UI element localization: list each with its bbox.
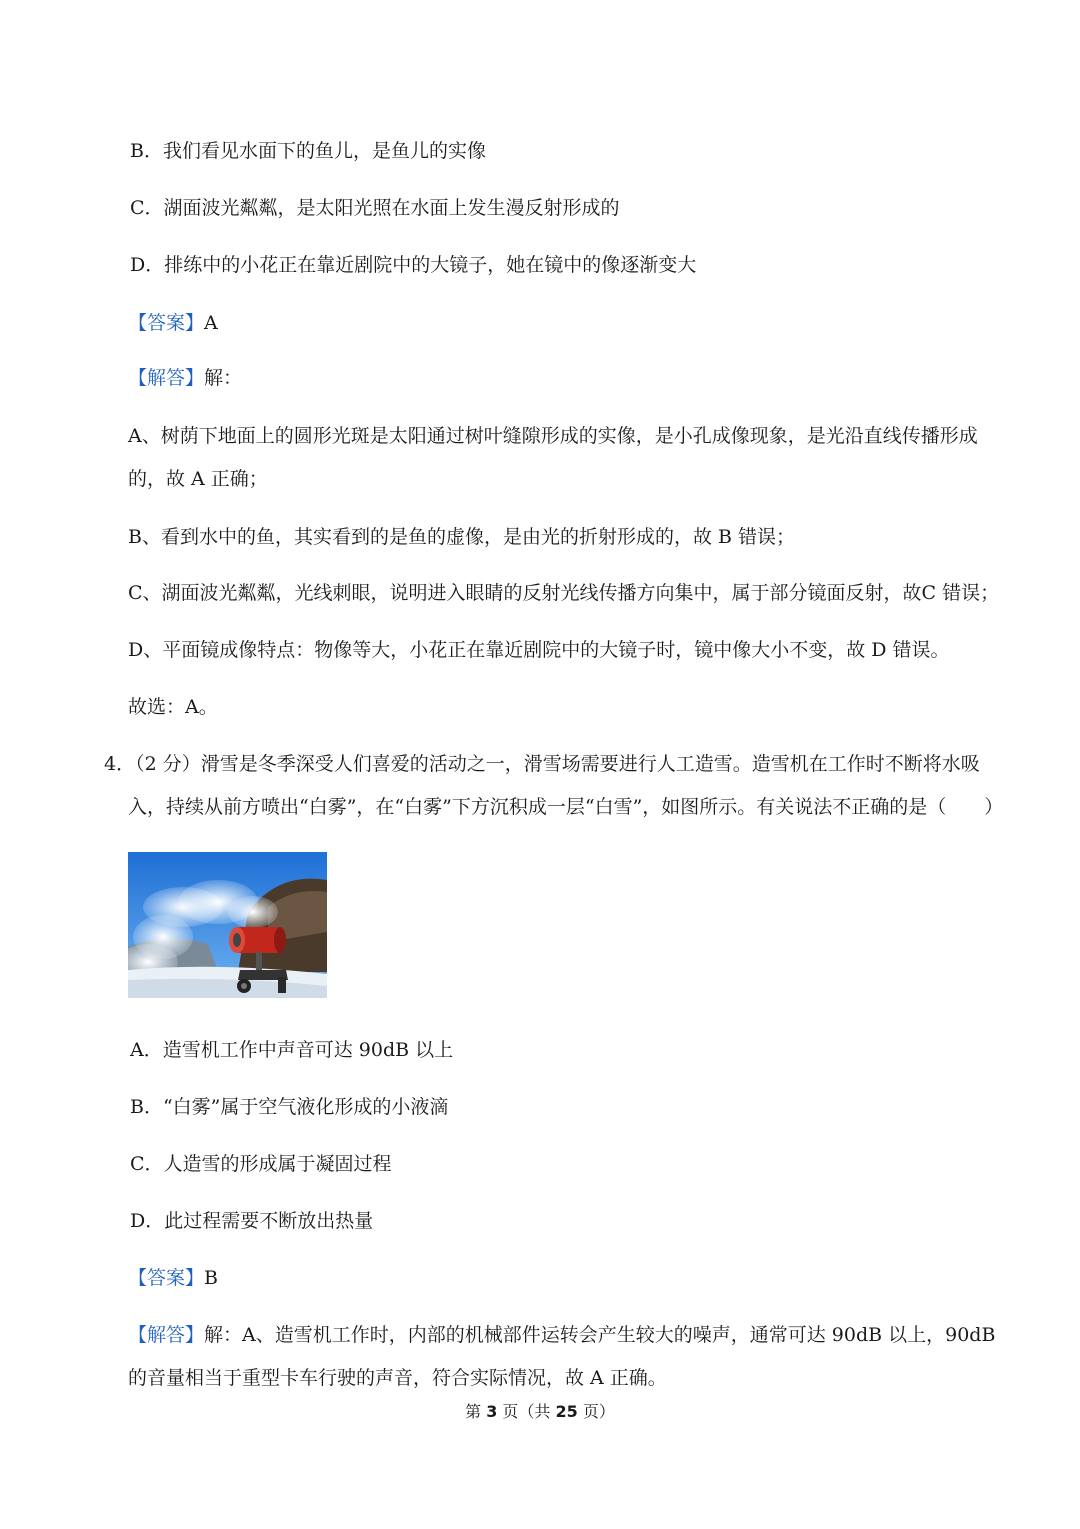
answer-value: B bbox=[204, 1267, 218, 1289]
answer-value: A bbox=[204, 312, 218, 334]
q4-solution-line1 bbox=[128, 1322, 995, 1348]
footer-prefix: 第 bbox=[465, 1402, 487, 1421]
solution-intro: 解： bbox=[204, 367, 243, 389]
answer-tag: 【答案】 bbox=[128, 312, 205, 334]
q3-explain-d: D、平面镜成像特点：物像等大，小花正在靠近剧院中的大镜子时，镜中像大小不变，故 D 错误。 bbox=[128, 639, 950, 661]
footer-middle: 页（共 bbox=[497, 1402, 556, 1421]
solution-tag: 【解答】 bbox=[128, 367, 205, 389]
page-footer bbox=[0, 1401, 1080, 1423]
footer-suffix: 页） bbox=[577, 1402, 615, 1421]
q4-stem-line2: 入，持续从前方喷出“白雾”，在“白雾”下方沉积成一层“白雪”，如图所示。有关说法不正确的是（ ） bbox=[128, 796, 1004, 818]
q4-option-c: C．人造雪的形成属于凝固过程 bbox=[130, 1153, 392, 1175]
q3-conclusion: 故选：A。 bbox=[128, 696, 218, 718]
q3-option-b: B．我们看见水面下的鱼儿，是鱼儿的实像 bbox=[130, 140, 486, 162]
q4-option-b: B．“白雾”属于空气液化形成的小液滴 bbox=[130, 1096, 449, 1118]
answer-tag: 【答案】 bbox=[128, 1267, 205, 1289]
q4-option-a: A．造雪机工作中声音可达 90dB 以上 bbox=[130, 1039, 454, 1061]
q3-explain-c: C、湖面波光粼粼，光线刺眼，说明进入眼睛的反射光线传播方向集中，属于部分镜面反射，故C 错误； bbox=[128, 582, 1000, 604]
q4-stem-line1: 4．（2 分）滑雪是冬季深受人们喜爱的活动之一，滑雪场需要进行人工造雪。造雪机在工作时不断将水吸 bbox=[104, 753, 980, 775]
q3-option-d: D．排练中的小花正在靠近剧院中的大镜子，她在镜中的像逐渐变大 bbox=[130, 254, 697, 276]
q4-solution-line2: 的音量相当于重型卡车行驶的声音，符合实际情况，故 A 正确。 bbox=[128, 1367, 667, 1389]
current-page-number: 3 bbox=[486, 1402, 498, 1421]
solution-tag: 【解答】 bbox=[128, 1324, 205, 1346]
solution-text: 解：A、造雪机工作时，内部的机械部件运转会产生较大的噪声，通常可达 90dB 以上，90dB bbox=[204, 1324, 996, 1346]
q3-explain-a-line1: A、树荫下地面上的圆形光斑是太阳通过树叶缝隙形成的实像，是小孔成像现象，是光沿直线传播形成 bbox=[128, 425, 978, 447]
total-pages-number: 25 bbox=[555, 1402, 578, 1421]
q3-explain-b: B、看到水中的鱼，其实看到的是鱼的虚像，是由光的折射形成的，故 B 错误； bbox=[128, 526, 796, 548]
q3-explain-a-line2: 的，故 A 正确； bbox=[128, 468, 268, 490]
q3-solution-heading bbox=[128, 365, 242, 391]
q3-answer bbox=[128, 310, 218, 336]
q4-answer bbox=[128, 1265, 218, 1291]
q4-option-d: D．此过程需要不断放出热量 bbox=[130, 1210, 374, 1232]
snow-machine-photo bbox=[128, 852, 327, 998]
q3-option-c: C．湖面波光粼粼，是太阳光照在水面上发生漫反射形成的 bbox=[130, 197, 620, 219]
